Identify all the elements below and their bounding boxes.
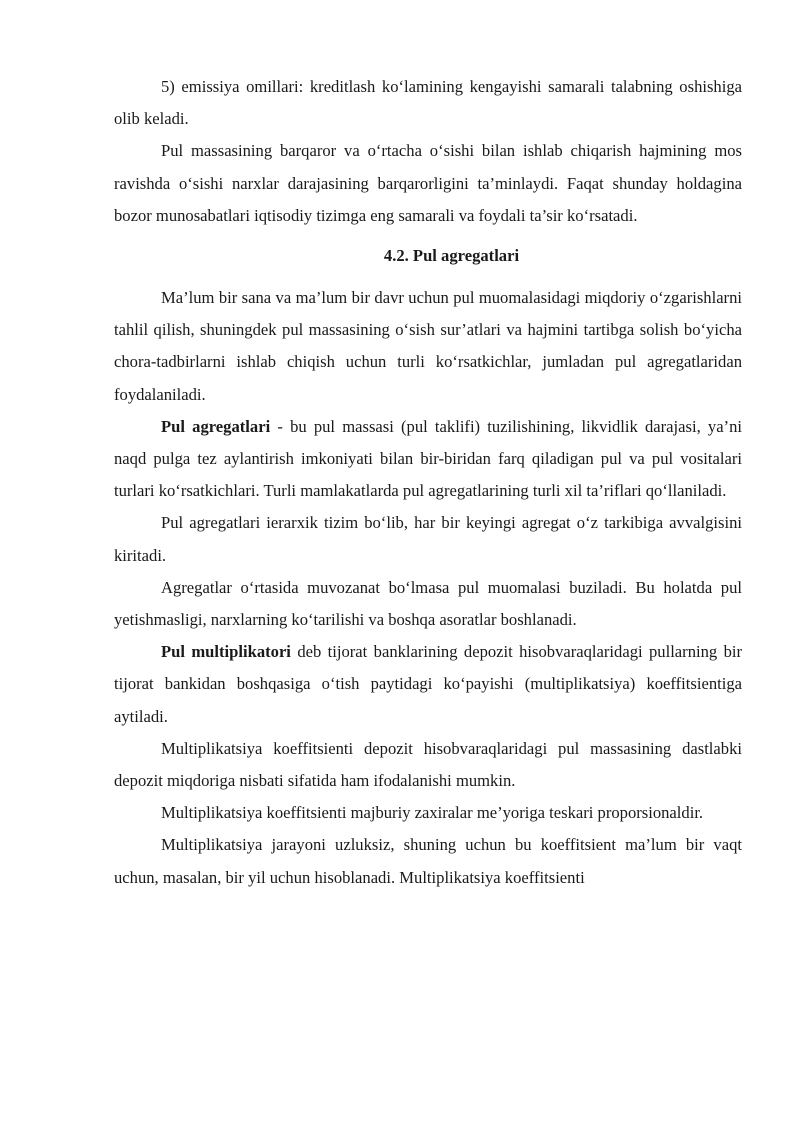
paragraph-hierarchy: Pul agregatlari ierarxik tizim bo‘lib, har bir keyingi agregat o‘z tarkibiga avvalgisini kiritadi. bbox=[114, 513, 742, 565]
paragraph-money-supply-growth: Pul massasining barqaror va o‘rtacha o‘sishi bilan ishlab chiqarish hajmining mos ravishda o‘sishi narxlar darajasining barqarorligini ta’minlaydi. Faqat shunday holdagina bozor munosabatlari iqtisodiy tizimga eng samarali va foydali ta’sir ko‘rsatadi. bbox=[114, 141, 742, 225]
paragraph-coefficient-ratio: Multiplikatsiya koeffitsienti depozit hisobvaraqlaridagi pul massasining dastlabki depozit miqdoriga nisbati sifatida ham ifodalanishi mumkin. bbox=[114, 738, 742, 791]
paragraph-reserve-ratio: Multiplikatsiya koeffitsienti majburiy zaxiralar me’yoriga teskari proporsionaldir. bbox=[161, 803, 704, 823]
term-money-aggregates: Pul agregatlari bbox=[161, 416, 271, 436]
paragraph-indicators: Ma’lum bir sana va ma’lum bir davr uchun pul muomalasidagi miqdoriy o‘zgarishlarni tahlil qilish, shuningdek pul massasining o‘sish sur’atlari va hajmini tartibga solish bo‘yicha chora-tadbirlarni ishlab chiqish uchun turli ko‘rsatkichlar, jumladan pul agregatlaridan foydalaniladi. bbox=[114, 288, 742, 404]
definition-money-multiplier: deb tijorat banklarining depozit hisobvaraqlaridagi pullarning bir tijorat bankidan boshqasiga o‘tish paytidagi ko‘payishi (multiplikatsiya) koeffitsientiga aytiladi. bbox=[114, 642, 743, 726]
paragraph-aggregates-definition bbox=[114, 411, 742, 508]
term-money-multiplier: Pul multiplikatori bbox=[161, 642, 291, 662]
paragraph-multiplier-definition bbox=[114, 636, 742, 733]
paragraph-emission-factors: 5) emissiya omillari: kreditlash ko‘lamining kengayishi samarali talabning oshishiga olib keladi. bbox=[114, 77, 742, 129]
paragraph-continuous-process: Multiplikatsiya jarayoni uzluksiz, shuning uchun bu koeffitsient ma’lum bir vaqt uchun, masalan, bir yil uchun hisoblanadi. Multiplikatsiya koeffitsienti bbox=[114, 835, 742, 887]
document-body bbox=[114, 71, 742, 894]
definition-money-aggregates: - bu pul massasi (pul taklifi) tuzilishining, likvidlik darajasi, ya’ni naqd pulga tez aylantirish imkoniyati bilan bir-biridan farq qiladigan pul va pul vositalari turlari ko‘rsatkichlari. Turli mamlakatlarda pul agregatlarining turli xil ta’riflari qo‘llaniladi. bbox=[114, 416, 742, 501]
section-heading: 4.2. Pul agregatlari bbox=[383, 246, 520, 266]
paragraph-balance: Agregatlar o‘rtasida muvozanat bo‘lmasa pul muomalasi buziladi. Bu holatda pul yetishmasligi, narxlarning ko‘tarilishi va boshqa asoratlar boshlanadi. bbox=[114, 577, 742, 630]
